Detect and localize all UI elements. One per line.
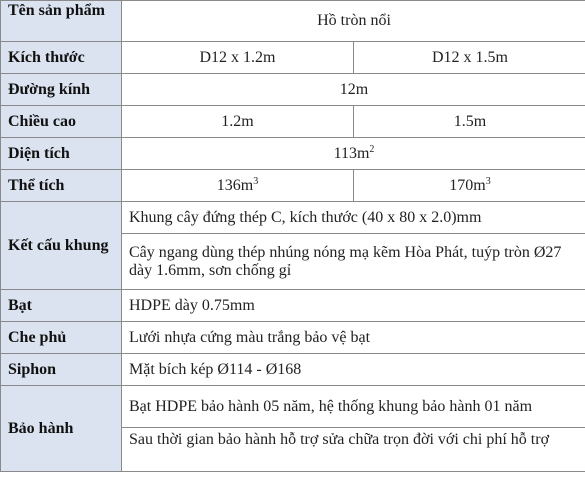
label-liner: Bạt	[1, 290, 122, 322]
value-warranty-2: Sau thời gian bảo hành hỗ trợ sửa chữa trọn đời với chi phí hỗ trợ	[122, 428, 585, 472]
label-product-name	[1, 1, 122, 42]
value-liner: HDPE dày 0.75mm	[122, 290, 585, 322]
label-cover: Che phủ	[1, 322, 122, 354]
label-frame-structure: Kết cấu khung	[1, 202, 122, 290]
row-cover	[1, 322, 585, 354]
row-siphon	[1, 354, 585, 386]
value-cover: Lưới nhựa cứng màu trắng bảo vệ bạt	[122, 322, 585, 354]
label-volume: Thể tích	[1, 170, 122, 202]
label-diameter: Đường kính	[1, 74, 122, 106]
volume-b-unit-superscript: 3	[485, 175, 491, 187]
value-frame-structure-1: Khung cây đứng thép C, kích thước (40 x 80 x 2.0)mm	[122, 202, 585, 234]
volume-a-unit-superscript: 3	[253, 175, 259, 187]
volume-b-number: 170m	[449, 176, 486, 194]
area-unit-superscript: 2	[369, 143, 375, 155]
product-name-label-text: Tên sản phẩm	[8, 1, 105, 19]
row-size	[1, 42, 585, 74]
value-size-b: D12 x 1.5m	[354, 42, 585, 74]
volume-a-number: 136m	[216, 176, 254, 194]
label-warranty: Bảo hành	[1, 386, 122, 472]
area-number: 113m	[333, 144, 370, 162]
value-volume-a	[122, 170, 354, 202]
label-size: Kích thước	[1, 42, 122, 74]
value-area	[122, 138, 585, 170]
row-volume	[1, 170, 585, 202]
value-frame-structure-2: Cây ngang dùng thép nhúng nóng mạ kẽm Hòa Phát, tuýp tròn Ø27 dày 1.6mm, sơn chống gỉ	[122, 234, 585, 290]
value-product-name: Hồ tròn nổi	[122, 1, 585, 42]
row-frame-structure-1	[1, 202, 585, 234]
row-diameter	[1, 74, 585, 106]
label-area: Diện tích	[1, 138, 122, 170]
row-liner	[1, 290, 585, 322]
label-height: Chiều cao	[1, 106, 122, 138]
row-height	[1, 106, 585, 138]
value-height-a: 1.2m	[122, 106, 354, 138]
value-volume-b	[354, 170, 585, 202]
value-siphon: Mặt bích kép Ø114 - Ø168	[122, 354, 585, 386]
row-warranty-1	[1, 386, 585, 428]
value-diameter: 12m	[122, 74, 585, 106]
value-height-b: 1.5m	[354, 106, 585, 138]
row-product-name	[1, 1, 585, 42]
row-area	[1, 138, 585, 170]
value-warranty-1: Bạt HDPE bảo hành 05 năm, hệ thống khung bảo hành 01 năm	[122, 386, 585, 428]
label-siphon: Siphon	[1, 354, 122, 386]
value-size-a: D12 x 1.2m	[122, 42, 354, 74]
